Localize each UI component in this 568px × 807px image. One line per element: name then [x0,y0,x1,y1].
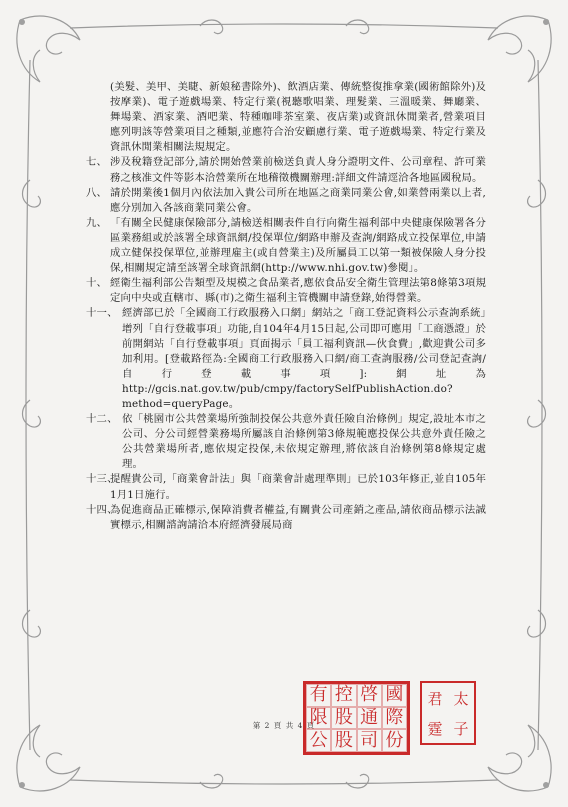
item-number: 十一、 [86,307,118,320]
paragraph-11: 十一、 經濟部已於「全國商工行政服務入口網」網站之「商工登記資料公示查詢系統」增列「自行登載事項」功能,自104年4月15日起,公司即可應用「工商憑證」於前開網站「自行登載事項」頁面揭示「員工福利資訊—伙食費」,歡迎貴公司多加利用。[登載路徑為:全國商工行政服務入口網/商工查詢服務/公司登記查詢/自行登載事項]:網址為http://gcis.nat.gov.tw/pub/cmpy/factorySelfPublishAction.do?method=queryPage。 [86,307,486,410]
item-number: 十、 [86,277,108,290]
personal-seal-stamp: 君 太 霆 子 [420,681,476,745]
item-number: 九、 [86,216,108,229]
item-number: 八、 [86,186,108,199]
paragraph-10: 十、 經衛生福利部公告類型及規模之食品業者,應依食品安全衛生管理法第8條第3項規定向中央或直轄市、縣(市)之衛生福利主管機關申請登錄,始得營業。 [86,277,486,305]
item-number: 十四、 [86,503,118,516]
item-number: 七、 [86,156,108,169]
item-number: 十三、 [86,473,118,486]
paragraph-6-continued: (美髮、美甲、美睫、新娘秘書除外)、飲酒店業、傳統整復推拿業(國術館除外)及按摩業)、電子遊戲場業、特定行業(視聽歌唱業、理髮業、三溫暖業、舞廳業、舞場業、酒家業、酒吧業、特種咖啡茶室業、夜店業)或資訊休閒業者,營業項目應列明該等營業項目之種類,並應符合治安顧慮行業、電子遊戲場業、特定行業及資訊休閒業相關法規規定。 [110,81,486,154]
page-footer: 第 2 頁 共 4 頁 [252,721,316,730]
paragraph-12: 十二、 依「桃園市公共營業場所強制投保公共意外責任險自治條例」規定,設址本市之公司、分公司經營業務場所屬該自治條例第3條規範應投保公共意外責任險之公共營業場所者,應依規定投保,未依規定辦理,將依該自治條例第8條規定處理。 [86,413,486,471]
item-number: 十二、 [86,413,118,426]
paragraph-14: 十四、 為促進商品正確標示,保障消費者權益,有關貴公司產銷之產品,請依商品標示法誠實標示,相關諮詢請洽本府經濟發展局商 [86,503,486,531]
paragraph-13: 十三、 提醒貴公司,「商業會計法」與「商業會計處理準則」已於103年修正,並自105年1月1日施行。 [86,473,486,501]
paragraph-7: 七、 涉及稅籍登記部分,請於開始營業前檢送負責人身分證明文件、公司章程、許可業務之核准文件等影本洽營業所在地稽徵機關辦理:詳細文件請逕洽各地區國稅局。 [86,156,486,184]
paragraph-8: 八、 請於開業後1個月內依法加入貴公司所在地區之商業同業公會,如業營兩業以上者,應分別加入各該商業同業公會。 [86,186,486,214]
paragraph-9: 九、 「有關全民健康保險部分,請檢送相關表件自行向衛生福利部中央健康保險署各分區業務組或於該署全球資訊網/投保單位/網路申辦及查詢/網路成立投保單位,申請成立健保投保單位,並辦理雇主(或自營業主)及所屬員工以第一類被保險人身分投保,相關規定請至該署全球資訊網(http://www.nhi.gov.tw)參閱」。 [86,216,486,275]
company-seal-stamp: 有 控 啓 國 限 股 通 際 公 股 司 份 [303,681,410,755]
document-body [86,80,486,533]
